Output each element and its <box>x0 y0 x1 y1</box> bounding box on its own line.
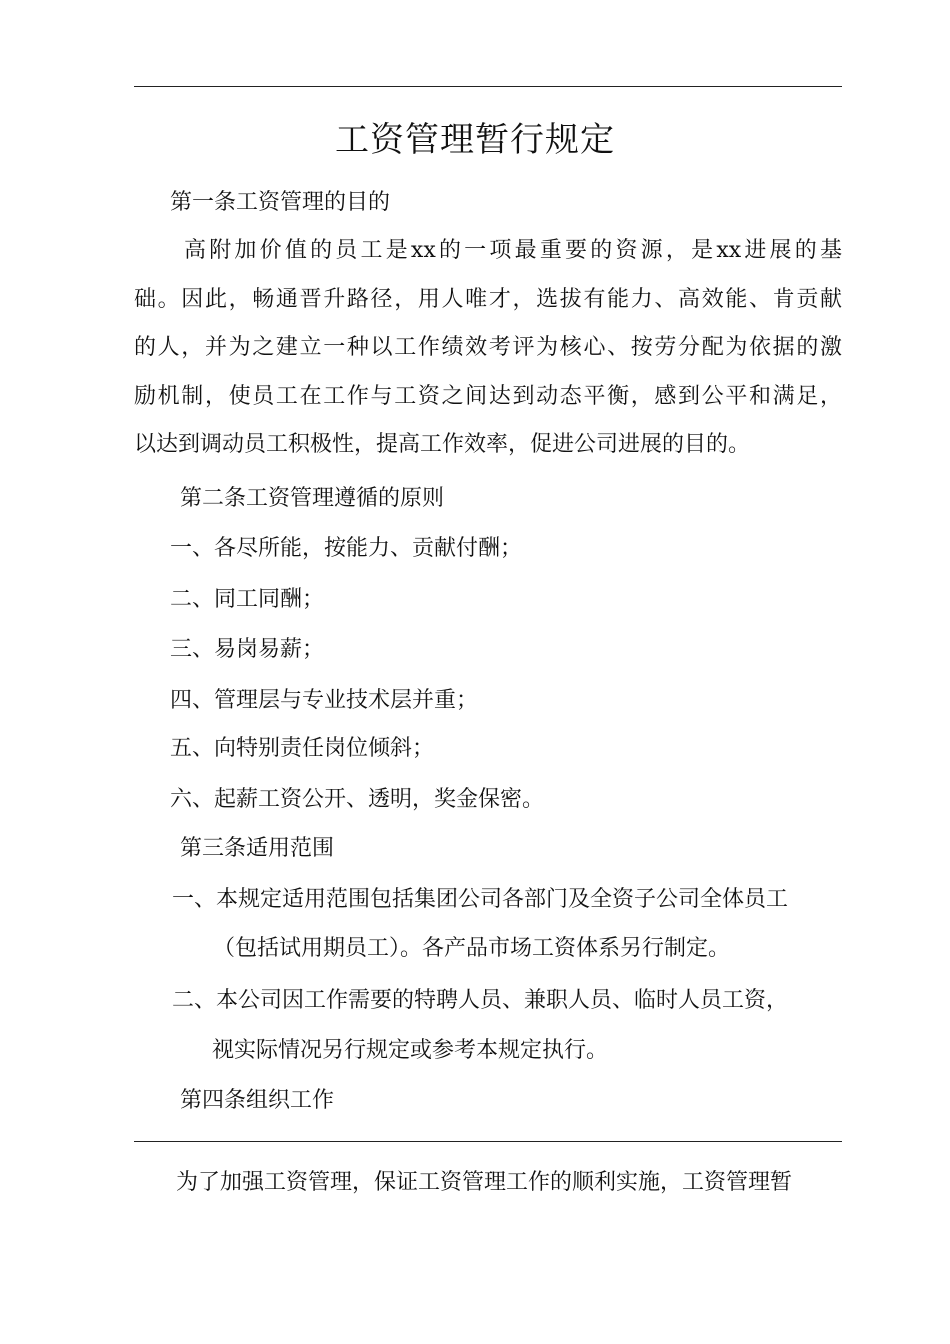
article-1-paragraph <box>134 227 842 470</box>
scope-item-1-line-1: 一、本规定适用范围包括集团公司各部门及全资子公司全体员工 <box>172 887 789 912</box>
article-1-heading: 第一条工资管理的目的 <box>170 190 391 215</box>
paragraph-line: 励机制，使员工在工作与工资之间达到动态平衡，感到公平和满足， <box>134 383 842 409</box>
paragraph-line: 以达到调动员工积极性，提高工作效率，促进公司进展的目的。 <box>134 432 751 457</box>
page-break-rule <box>134 1141 842 1142</box>
paragraph-line: 高附加价值的员工是xx的一项最重要的资源，是xx进展的基 <box>184 238 842 263</box>
top-rule <box>134 86 842 87</box>
paragraph-line: 的人，并为之建立一种以工作绩效考评为核心、按劳分配为依据的激 <box>134 335 842 360</box>
principle-item-3: 三、易岗易薪； <box>170 637 325 662</box>
principle-item-1: 一、各尽所能，按能力、贡献付酬； <box>170 536 523 561</box>
article-2-heading: 第二条工资管理遵循的原则 <box>180 486 445 511</box>
principle-item-4: 四、管理层与专业技术层并重； <box>170 688 479 713</box>
article-4-heading: 第四条组织工作 <box>180 1088 335 1113</box>
scope-item-2-line-2: 视实际情况另行规定或参考本规定执行。 <box>212 1038 609 1063</box>
scope-item-1-line-2: （包括试用期员工）。各产品市场工资体系另行制定。 <box>213 936 731 961</box>
paragraph-line: 础。因此，畅通晋升路径，用人唯才，选拔有能力、高效能、肯贡献 <box>134 286 842 312</box>
page-title: 工资管理暂行规定 <box>335 120 615 160</box>
principle-item-6: 六、起薪工资公开、透明，奖金保密。 <box>170 787 545 812</box>
scope-item-2-line-1: 二、本公司因工作需要的特聘人员、兼职人员、临时人员工资， <box>172 988 789 1013</box>
principle-item-2: 二、同工同酬； <box>170 587 325 612</box>
principle-item-5: 五、向特别责任岗位倾斜； <box>170 736 435 761</box>
next-page-text: 为了加强工资管理，保证工资管理工作的顺利实施，工资管理暂 <box>176 1170 793 1195</box>
article-3-heading: 第三条适用范围 <box>180 836 335 861</box>
